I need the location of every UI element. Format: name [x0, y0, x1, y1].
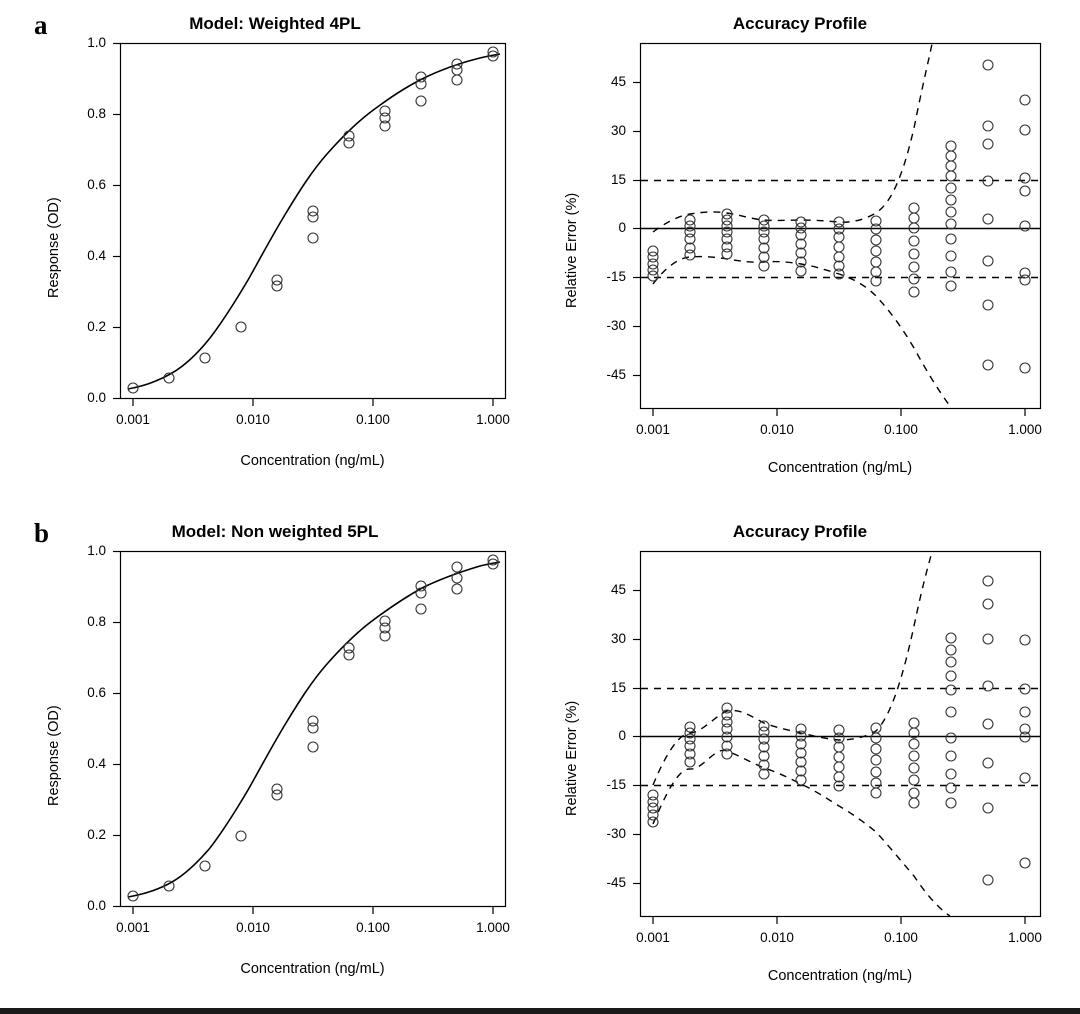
ylabel-a-calibration: Response (OD) [46, 197, 62, 298]
xtick-b-acc-3: 1.000 [1008, 930, 1042, 945]
ytick-b-acc-6: 45 [610, 582, 626, 597]
xtick-a-cal-2: 0.100 [356, 412, 390, 427]
xtick-a-cal-0: 0.001 [116, 412, 150, 427]
xtick-b-cal-1: 0.010 [236, 920, 270, 935]
panel-a-accuracy [540, 8, 1060, 498]
ytick-b-acc-1: -30 [606, 826, 626, 841]
chart-title-b-accuracy: Accuracy Profile [732, 522, 868, 541]
ytick-a-cal-2: 0.4 [87, 248, 106, 263]
xlabel-b-calibration: Concentration (ng/mL) [240, 961, 385, 977]
ytick-b-cal-3: 0.6 [87, 685, 106, 700]
xtick-b-acc-0: 0.001 [636, 930, 670, 945]
ytick-b-acc-5: 30 [610, 631, 626, 646]
ytick-b-cal-0: 0.0 [87, 898, 106, 913]
panel-letter-b: b [34, 518, 50, 548]
xtick-a-cal-3: 1.000 [476, 412, 510, 427]
ytick-a-acc-1: -30 [606, 318, 626, 333]
xtick-a-acc-1: 0.010 [760, 422, 794, 437]
ytick-b-cal-4: 0.8 [87, 614, 106, 629]
xtick-b-cal-3: 1.000 [476, 920, 510, 935]
ytick-a-cal-3: 0.6 [87, 177, 106, 192]
ytick-a-cal-4: 0.8 [87, 106, 106, 121]
xlabel-a-calibration: Concentration (ng/mL) [240, 453, 385, 469]
xtick-a-acc-2: 0.100 [884, 422, 918, 437]
ytick-b-cal-2: 0.4 [87, 756, 106, 771]
chart-title-a-accuracy: Accuracy Profile [732, 14, 868, 33]
panel-letter-a: a [34, 10, 48, 40]
ytick-a-acc-5: 30 [610, 123, 626, 138]
chart-title-b-calibration: Model: Non weighted 5PL [171, 522, 379, 541]
panel-a-calibration [20, 8, 530, 498]
ytick-a-acc-0: -45 [606, 367, 626, 382]
xtick-b-acc-1: 0.010 [760, 930, 794, 945]
ytick-b-acc-2: -15 [606, 777, 626, 792]
xtick-a-acc-0: 0.001 [636, 422, 670, 437]
ylabel-b-accuracy: Relative Error (%) [564, 700, 580, 816]
xtick-a-acc-3: 1.000 [1008, 422, 1042, 437]
ylabel-a-accuracy: Relative Error (%) [564, 192, 580, 308]
ytick-a-cal-5: 1.0 [87, 35, 106, 50]
panel-b-calibration [20, 516, 530, 1006]
xtick-b-cal-2: 0.100 [356, 920, 390, 935]
ytick-b-acc-3: 0 [618, 728, 626, 743]
xlabel-b-accuracy: Concentration (ng/mL) [767, 968, 913, 984]
xtick-a-cal-1: 0.010 [236, 412, 270, 427]
ytick-b-cal-5: 1.0 [87, 543, 106, 558]
chart-title-a-calibration: Model: Weighted 4PL [189, 14, 361, 33]
ytick-a-acc-6: 45 [610, 74, 626, 89]
ylabel-b-calibration: Response (OD) [46, 705, 62, 806]
bottom-rule [0, 1008, 1080, 1014]
panel-b-accuracy [540, 516, 1060, 1006]
ytick-b-cal-1: 0.2 [87, 827, 106, 842]
xtick-b-acc-2: 0.100 [884, 930, 918, 945]
ytick-a-acc-3: 0 [618, 220, 626, 235]
ytick-a-acc-4: 15 [610, 172, 626, 187]
ytick-a-cal-0: 0.0 [87, 390, 106, 405]
xtick-b-cal-0: 0.001 [116, 920, 150, 935]
ytick-b-acc-4: 15 [610, 680, 626, 695]
ytick-a-acc-2: -15 [606, 269, 626, 284]
ytick-a-cal-1: 0.2 [87, 319, 106, 334]
xlabel-a-accuracy: Concentration (ng/mL) [767, 460, 913, 476]
ytick-b-acc-0: -45 [606, 875, 626, 890]
